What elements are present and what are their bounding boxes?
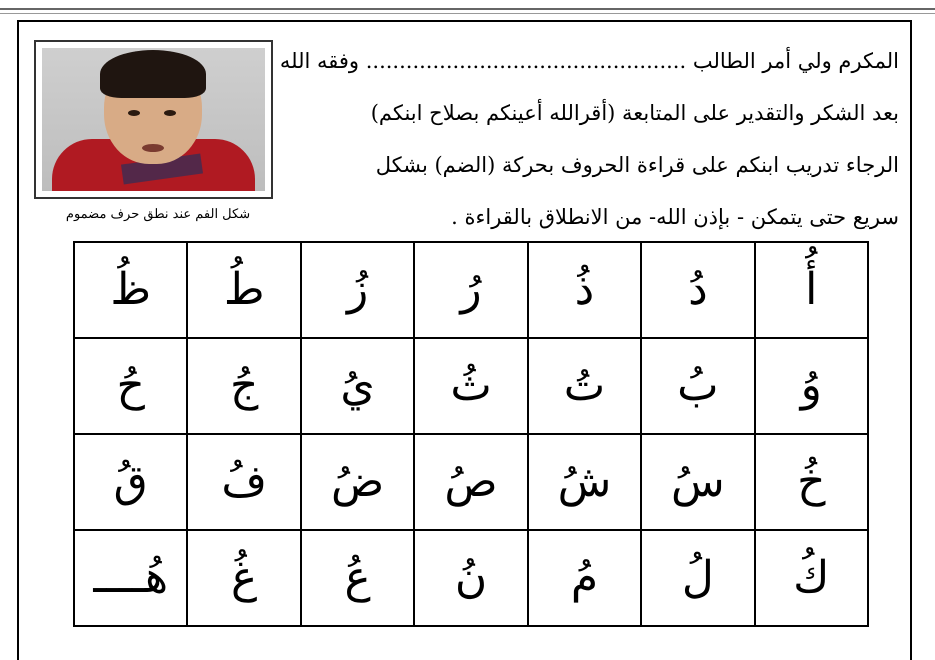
letter-cell: زُ (301, 242, 414, 338)
letter-cell: جُ (187, 338, 300, 434)
letter-cell: أُ (755, 242, 868, 338)
letter-cell: قُ (74, 434, 187, 530)
letter-line-2: بعد الشكر والتقدير على المتابعة (أقرالله أعينكم بصلاح ابنكم) (370, 101, 899, 125)
letter-cell: صُ (414, 434, 527, 530)
photo-caption: شكل الفم عند نطق حرف مضموم (65, 207, 251, 222)
letter-cell: عُ (301, 530, 414, 626)
letter-cell: شُ (528, 434, 641, 530)
letter-cell: سُ (641, 434, 754, 530)
letter-cell: هُــــ (74, 530, 187, 626)
letter-cell: ضُ (301, 434, 414, 530)
letter-cell: حُ (74, 338, 187, 434)
letter-cell: يُ (301, 338, 414, 434)
letter-cell: دُ (641, 242, 754, 338)
letter-cell: طُ (187, 242, 300, 338)
letter-cell: مُ (528, 530, 641, 626)
letters-grid (73, 241, 869, 627)
letter-cell: لُ (641, 530, 754, 626)
letter-cell: ذُ (528, 242, 641, 338)
student-photo-frame (34, 40, 273, 199)
letter-line-1: المكرم ولي أمر الطالب ................................................ وفقه الله (279, 49, 899, 73)
grid-row (74, 434, 868, 530)
letter-cell: وُ (755, 338, 868, 434)
letter-cell: كُ (755, 530, 868, 626)
letter-line-4: سريع حتى يتمكن - بإذن الله- من الانطلاق بالقراءة . (451, 205, 899, 229)
student-photo (42, 48, 265, 191)
letter-line-3: الرجاء تدريب ابنكم على قراءة الحروف بحركة (الضم) بشكل (375, 153, 899, 177)
letter-cell: نُ (414, 530, 527, 626)
grid-row (74, 530, 868, 626)
letter-cell: ظُ (74, 242, 187, 338)
letter-cell: رُ (414, 242, 527, 338)
letter-cell: غُ (187, 530, 300, 626)
letter-cell: بُ (641, 338, 754, 434)
letter-cell: فُ (187, 434, 300, 530)
letter-cell: خُ (755, 434, 868, 530)
top-rule (0, 8, 935, 10)
grid-row (74, 338, 868, 434)
grid-row (74, 242, 868, 338)
letter-cell: ثُ (414, 338, 527, 434)
letter-cell: تُ (528, 338, 641, 434)
top-rule-thin (0, 13, 935, 14)
